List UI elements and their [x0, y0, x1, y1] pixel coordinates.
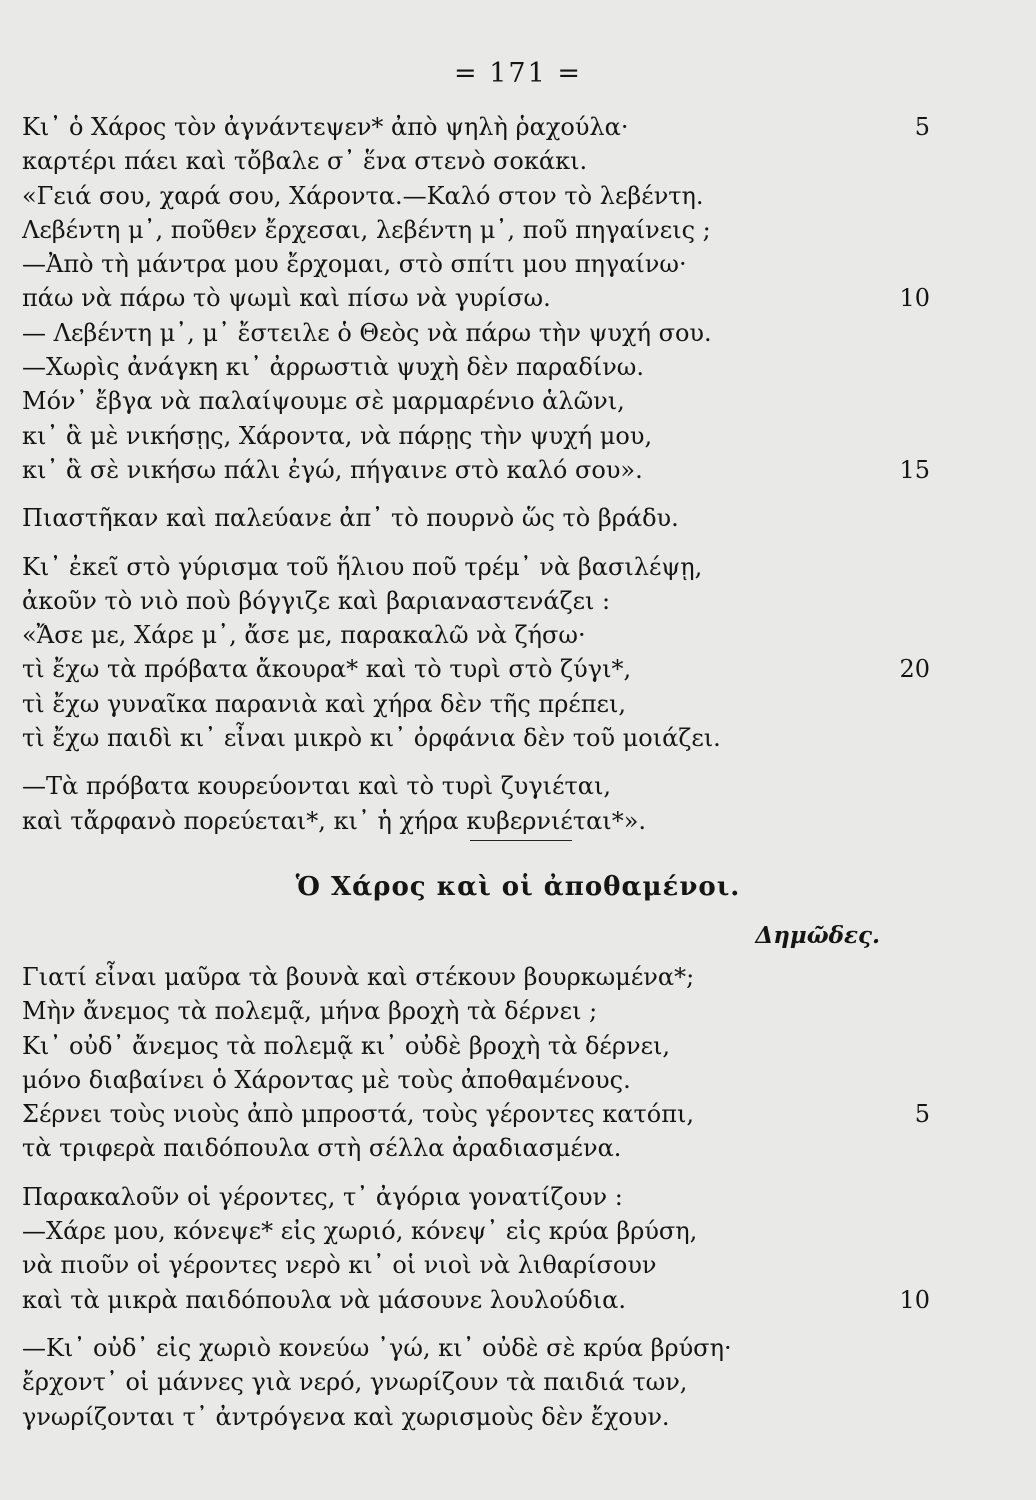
verse-text: Κι᾽ οὐδ᾽ ἄνεμος τὰ πολεμᾷ κι᾽ οὐδὲ βροχὴ τὰ δέρνει, — [22, 1031, 671, 1060]
verse-line — [22, 687, 982, 721]
poem-source: Δημῶδες. — [755, 922, 880, 949]
line-number: 5 — [914, 113, 930, 141]
verse-line — [22, 384, 982, 418]
stanza — [22, 1331, 982, 1434]
verse-text: Πιαστῆκαν καὶ παλεύανε ἀπ᾽ τὸ πουρνὸ ὥς τὸ βράδυ. — [22, 504, 679, 533]
verse-text: —Χωρὶς ἀνάγκη κι᾽ ἀρρωστιὰ ψυχὴ δὲν παραδίνω. — [22, 353, 644, 382]
verse-line — [22, 281, 982, 315]
verse-line — [22, 1283, 982, 1317]
verse-line — [22, 769, 982, 803]
verse-line — [22, 110, 982, 144]
line-number: 20 — [899, 655, 930, 684]
verse-line — [22, 618, 982, 652]
verse-text: «Γειά σου, χαρά σου, Χάροντα.—Καλό στον τὸ λεβέντη. — [22, 181, 704, 210]
stanza — [22, 1180, 982, 1317]
verse-text: γνωρίζονται τ᾽ ἀντρόγενα καὶ χωρισμοὺς δὲν ἔχουν. — [22, 1402, 670, 1431]
verse-text: Κι᾽ ὁ Χάρος τὸν ἀγνάντεψεν* ἀπὸ ψηλὴ ῥαχούλα· — [22, 113, 629, 141]
verse-text: Παρακαλοῦν οἱ γέροντες, τ᾽ ἀγόρια γονατίζουν : — [22, 1182, 623, 1211]
verse-line — [22, 213, 982, 247]
verse-line — [22, 804, 982, 838]
verse-line — [22, 1097, 982, 1131]
line-number: 5 — [914, 1100, 930, 1129]
verse-line — [22, 1131, 982, 1165]
poem-body — [22, 110, 982, 852]
verse-text: — Λεβέντη μ᾽, μ᾽ ἔστειλε ὁ Θεὸς νὰ πάρω τὴν ψυχή σου. — [22, 318, 712, 347]
verse-line — [22, 550, 982, 584]
verse-text: —Κι᾽ οὐδ᾽ εἰς χωριὸ κονεύω ᾽γώ, κι᾽ οὐδὲ σὲ κρύα βρύση· — [22, 1333, 732, 1362]
verse-text: καὶ τἄρφανὸ πορεύεται*, κι᾽ ἡ χήρα κυβερνιέται*». — [22, 806, 647, 835]
verse-line — [22, 316, 982, 350]
verse-line — [22, 179, 982, 213]
verse-text: Κι᾽ ἐκεῖ στὸ γύρισμα τοῦ ἥλιου ποῦ τρέμ᾽ νὰ βασιλέψῃ, — [22, 552, 703, 581]
verse-text: κι᾽ ἃ σὲ νικήσω πάλι ἐγώ, πήγαινε στὸ καλό σου». — [22, 455, 643, 484]
verse-text: Μὴν ἄνεμος τὰ πολεμᾷ, μήνα βροχὴ τὰ δέρνει ; — [22, 997, 598, 1026]
line-number: 15 — [899, 455, 930, 484]
verse-line — [22, 1248, 982, 1282]
verse-text: —Ἀπὸ τὴ μάντρα μου ἔρχομαι, στὸ σπίτι μου πηγαίνω· — [22, 250, 687, 279]
stanza — [22, 769, 982, 838]
verse-text: Μόν᾽ ἔβγα νὰ παλαίψουμε σὲ μαρμαρένιο ἁλῶνι, — [22, 387, 625, 416]
verse-line — [22, 453, 982, 487]
stanza — [22, 960, 982, 1166]
verse-line — [22, 1365, 982, 1399]
verse-text: τὰ τριφερὰ παιδόπουλα στὴ σέλλα ἀραδιασμένα. — [22, 1134, 622, 1163]
verse-text: —Χάρε μου, κόνεψε* εἰς χωριό, κόνεψ᾽ εἰς κρύα βρύση, — [22, 1217, 698, 1246]
verse-text: νὰ πιοῦν οἱ γέροντες νερὸ κι᾽ οἱ νιοὶ νὰ λιθαρίσουν — [22, 1251, 657, 1280]
verse-text: ἀκοῦν τὸ νιὸ ποὺ βόγγιζε καὶ βαριαναστενάζει : — [22, 586, 611, 615]
verse-line — [22, 1331, 982, 1365]
page-number: = 171 = — [454, 58, 582, 89]
verse-text: καρτέρι πάει καὶ τὄβαλε σ᾽ ἕνα στενὸ σοκάκι. — [22, 147, 588, 176]
verse-line — [22, 144, 982, 178]
verse-line — [22, 1063, 982, 1097]
verse-line — [22, 1400, 982, 1434]
verse-line — [22, 1029, 982, 1063]
verse-text: Λεβέντη μ᾽, ποῦθεν ἔρχεσαι, λεβέντη μ᾽, ποῦ πηγαίνεις ; — [22, 215, 711, 244]
section-divider — [470, 840, 572, 841]
verse-text: «Ἄσε με, Χάρε μ᾽, ἄσε με, παρακαλῶ νὰ ζήσω· — [22, 621, 586, 650]
verse-line — [22, 1214, 982, 1248]
poem-body — [22, 960, 982, 1448]
verse-text: ἔρχοντ᾽ οἱ μάννες γιὰ νερό, γνωρίζουν τὰ παιδιά των, — [22, 1368, 688, 1397]
verse-text: τὶ ἔχω παιδὶ κι᾽ εἶναι μικρὸ κι᾽ ὀρφάνια δὲν τοῦ μοιάζει. — [22, 724, 721, 753]
line-number: 10 — [899, 284, 930, 313]
verse-text: πάω νὰ πάρω τὸ ψωμὶ καὶ πίσω νὰ γυρίσω. — [22, 284, 551, 313]
verse-line — [22, 1180, 982, 1214]
verse-text: —Τὰ πρόβατα κουρεύονται καὶ τὸ τυρὶ ζυγιέται, — [22, 772, 612, 801]
verse-line — [22, 247, 982, 281]
verse-line — [22, 419, 982, 453]
verse-line — [22, 584, 982, 618]
verse-text: Σέρνει τοὺς νιοὺς ἀπὸ μπροστά, τοὺς γέροντες κατόπι, — [22, 1100, 695, 1129]
verse-line — [22, 721, 982, 755]
stanza — [22, 110, 982, 487]
stanza — [22, 550, 982, 756]
verse-line — [22, 350, 982, 384]
line-number: 10 — [899, 1285, 930, 1314]
verse-line — [22, 994, 982, 1028]
verse-text: Γιατί εἶναι μαῦρα τὰ βουνὰ καὶ στέκουν βουρκωμένα*; — [22, 963, 695, 991]
verse-text: καὶ τὰ μικρὰ παιδόπουλα νὰ μάσουνε λουλούδια. — [22, 1285, 626, 1314]
verse-line — [22, 960, 982, 994]
verse-text: τὶ ἔχω γυναῖκα παρανιὰ καὶ χήρα δὲν τῆς πρέπει, — [22, 689, 626, 718]
stanza — [22, 501, 982, 535]
verse-line — [22, 501, 982, 535]
poem-title: Ὁ Χάρος καὶ οἱ ἀποθαμένοι. — [295, 872, 741, 902]
verse-text: κι᾽ ἃ μὲ νικήσῃς, Χάροντα, νὰ πάρῃς τὴν ψυχή μου, — [22, 421, 653, 450]
verse-line — [22, 652, 982, 686]
verse-text: μόνο διαβαίνει ὁ Χάροντας μὲ τοὺς ἀποθαμένους. — [22, 1065, 631, 1094]
verse-text: τὶ ἔχω τὰ πρόβατα ἄκουρα* καὶ τὸ τυρὶ στὸ ζύγι*, — [22, 655, 632, 684]
